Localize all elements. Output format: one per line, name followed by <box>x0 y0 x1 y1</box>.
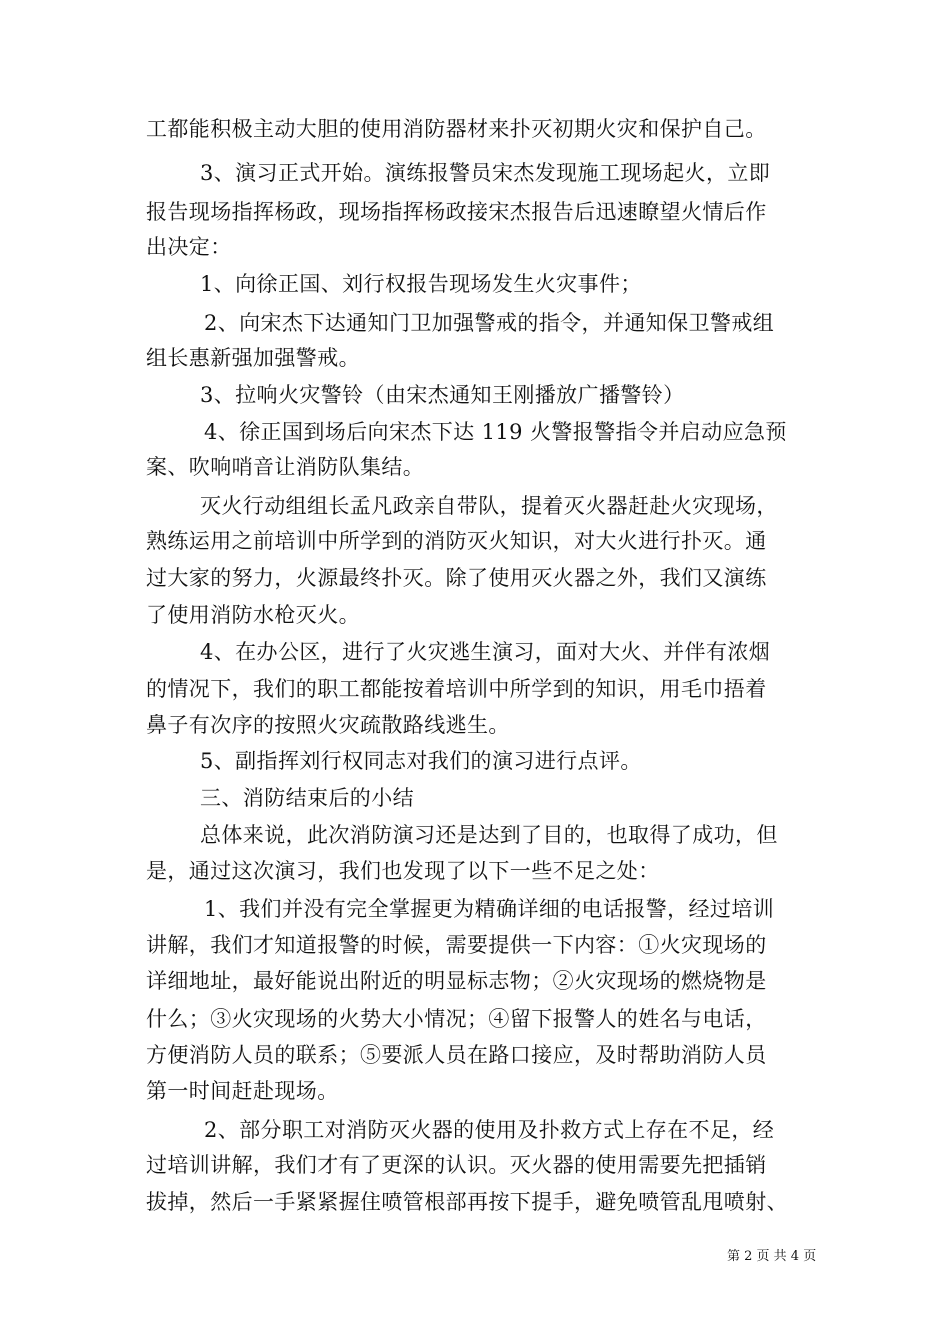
text-line: 的情况下，我们的职工都能按着培训中所学到的知识，用毛巾捂着 <box>146 677 767 701</box>
text-line: 报告现场指挥杨政，现场指挥杨政接宋杰报告后迅速瞭望火情后作 <box>146 200 767 224</box>
text-line: 灭火行动组组长孟凡政亲自带队，提着灭火器赶赴火灾现场， <box>200 494 778 518</box>
text-line: 4、在办公区，进行了火灾逃生演习，面对大火、并伴有浓烟 <box>200 640 771 664</box>
text-line: 拔掉，然后一手紧紧握住喷管根部再按下提手，避免喷管乱甩喷射、 <box>146 1190 788 1214</box>
text-line: 第一时间赶赴现场。 <box>146 1079 339 1103</box>
text-line: 3、演习正式开始。演练报警员宋杰发现施工现场起火，立即 <box>200 161 771 185</box>
text-line: 方便消防人员的联系；⑤要派人员在路口接应，及时帮助消防人员 <box>146 1043 767 1067</box>
text-line: 出决定： <box>146 235 232 259</box>
text-line: 5、副指挥刘行权同志对我们的演习进行点评。 <box>200 749 642 773</box>
text-line: 过培训讲解，我们才有了更深的认识。灭火器的使用需要先把插销 <box>146 1153 767 1177</box>
text-line: 组长惠新强加强警戒。 <box>146 346 360 370</box>
text-line: 什么；③火灾现场的火势大小情况；④留下报警人的姓名与电话， <box>146 1007 767 1031</box>
text-line: 熟练运用之前培训中所学到的消防灭火知识，对大火进行扑灭。通 <box>146 529 767 553</box>
text-line: 3、拉响火灾警铃（由宋杰通知王刚播放广播警铃） <box>200 383 685 407</box>
text-line: 1、向徐正国、刘行权报告现场发生火灾事件； <box>200 272 642 296</box>
page-number: 第 2 页 共 4 页 <box>727 1249 817 1264</box>
text-line: 过大家的努力，火源最终扑灭。除了使用灭火器之外，我们又演练 <box>146 566 767 590</box>
text-line: 是，通过这次演习，我们也发现了以下一些不足之处： <box>146 859 660 883</box>
text-line: 讲解，我们才知道报警的时候，需要提供一下内容：①火灾现场的 <box>146 933 767 957</box>
text-line: 工都能积极主动大胆的使用消防器材来扑灭初期火灾和保护自己。 <box>146 117 767 141</box>
text-line: 2、部分职工对消防灭火器的使用及扑救方式上存在不足，经 <box>204 1118 775 1142</box>
text-line: 1、我们并没有完全掌握更为精确详细的电话报警，经过培训 <box>204 897 775 921</box>
text-line: 案、吹响哨音让消防队集结。 <box>146 455 425 479</box>
section-heading: 三、消防结束后的小结 <box>200 786 414 810</box>
text-line: 鼻子有次序的按照火灾疏散路线逃生。 <box>146 713 510 737</box>
text-line: 总体来说，此次消防演习还是达到了目的，也取得了成功，但 <box>200 823 778 847</box>
text-line: 4、徐正国到场后向宋杰下达 119 火警报警指令并启动应急预 <box>204 420 787 444</box>
text-line: 2、向宋杰下达通知门卫加强警戒的指令，并通知保卫警戒组 <box>204 311 775 335</box>
text-line: 了使用消防水枪灭火。 <box>146 603 360 627</box>
text-line: 详细地址，最好能说出附近的明显标志物；②火灾现场的燃烧物是 <box>146 969 767 993</box>
